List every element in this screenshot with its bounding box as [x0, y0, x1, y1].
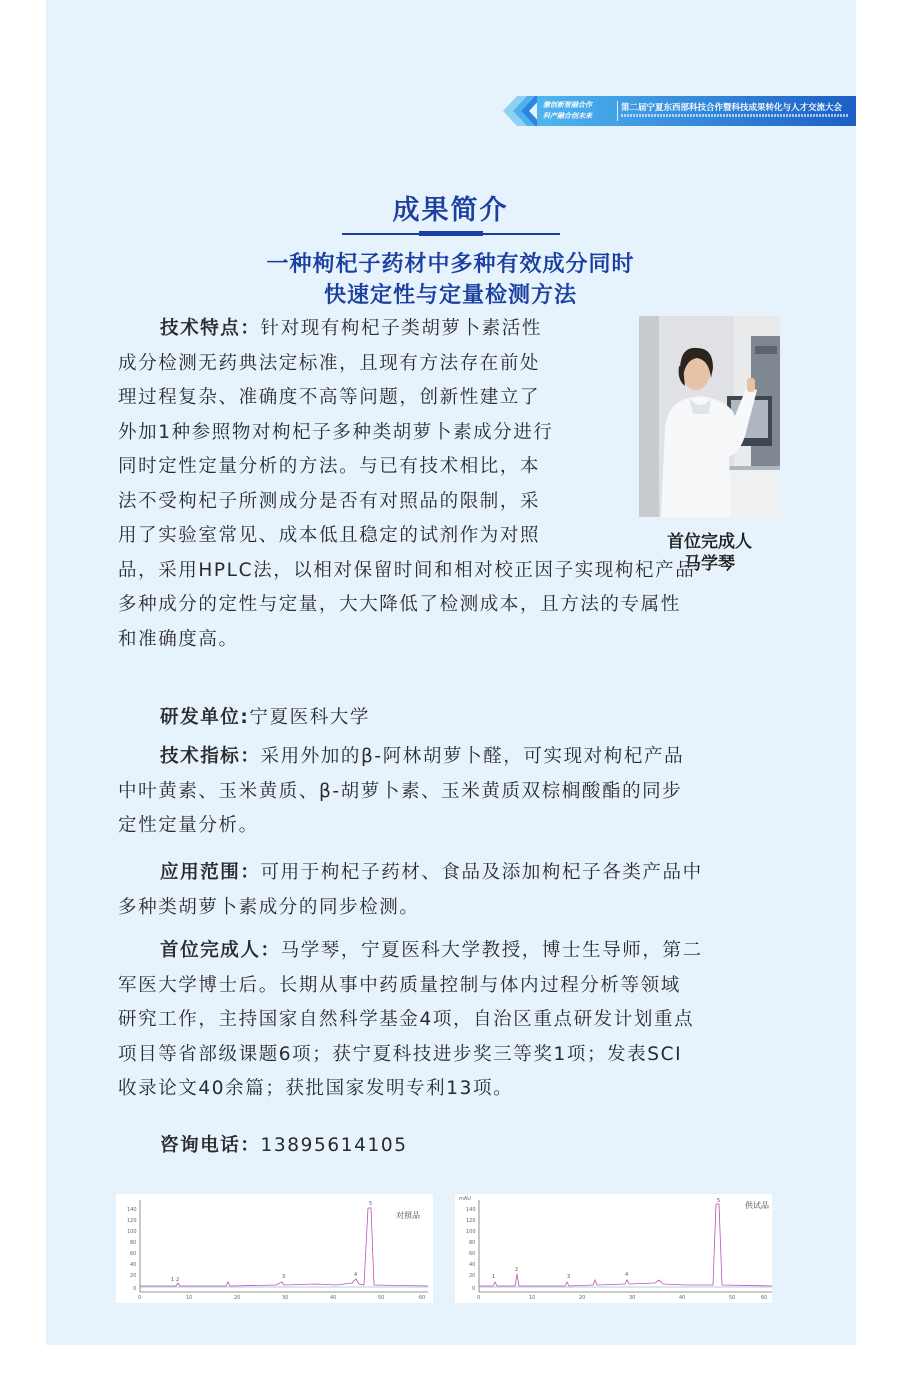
- conference-banner: [503, 96, 856, 126]
- x-tick-label: 60: [761, 1295, 768, 1301]
- person-line: 军医大学博士后。长期从事中药质量控制与体内过程分析等领域: [118, 974, 681, 996]
- scope-section: [118, 856, 703, 925]
- features-line: 法不受枸杞子所测成分是否有对照品的限制，采: [118, 490, 541, 512]
- y-tick-label: 120: [127, 1218, 137, 1224]
- scope-label: 应用范围：: [160, 862, 261, 883]
- person-section: [118, 934, 703, 1107]
- features-line: 和准确度高。: [118, 628, 239, 650]
- features-line: 理过程复杂、准确度不高等问题，创新性建立了: [118, 387, 541, 408]
- conference-name: 第二届宁夏东西部科技合作暨科技成果转化与人才交流大会: [621, 103, 843, 113]
- y-axis-unit: mAU: [459, 1196, 471, 1202]
- features-line: 品，采用HPLC法，以相对保留时间和相对校正因子实现枸杞产品: [118, 559, 696, 581]
- photo-caption-name: 马学琴: [684, 554, 735, 574]
- features-section: [118, 312, 695, 657]
- features-label: 技术特点：: [160, 318, 261, 339]
- x-tick-label: 0: [138, 1295, 142, 1301]
- x-tick-label: 50: [729, 1295, 736, 1301]
- x-tick-label: 0: [477, 1295, 481, 1301]
- section-title: 成果简介: [392, 195, 509, 226]
- contact-label: 咨询电话：: [160, 1135, 261, 1156]
- peak-label: 5: [717, 1198, 721, 1204]
- person-line: 项目等省部级课题6项；获宁夏科技进步奖三等奖1项；发表SCI: [118, 1043, 683, 1065]
- y-tick-label: 100: [466, 1229, 476, 1235]
- peak-label: 2: [176, 1277, 180, 1283]
- chromatogram-label: 对照品: [396, 1211, 420, 1220]
- x-tick-label: 40: [330, 1295, 337, 1301]
- y-tick-label: 0: [133, 1286, 137, 1292]
- banner-separator: [617, 101, 618, 121]
- x-tick-label: 60: [419, 1295, 426, 1301]
- y-tick-label: 80: [469, 1240, 476, 1246]
- x-tick-label: 20: [579, 1295, 586, 1301]
- features-line: 用了实验室常见、成本低且稳定的试剂作为对照: [118, 525, 541, 546]
- y-tick-label: 40: [469, 1262, 476, 1268]
- person-line: 马学琴，宁夏医科大学教授，博士生导师，第二: [280, 940, 703, 961]
- x-tick-label: 40: [679, 1295, 686, 1301]
- y-tick-label: 40: [130, 1262, 137, 1268]
- peak-label: 4: [625, 1272, 629, 1278]
- peak-label: 1: [171, 1277, 175, 1283]
- y-tick-label: 60: [130, 1251, 137, 1257]
- features-line: 同时定性定量分析的方法。与已有技术相比，本: [118, 456, 541, 477]
- scope-line: 可用于枸杞子药材、食品及添加枸杞子各类产品中: [260, 862, 703, 883]
- project-title-line1: 一种枸杞子药材中多种有效成分同时: [266, 252, 635, 277]
- photo-caption-role: 首位完成人: [667, 532, 752, 552]
- slogan-line: 科产融合创未来: [543, 111, 592, 120]
- y-tick-label: 140: [466, 1207, 476, 1213]
- indicators-line: 定性定量分析。: [118, 815, 259, 836]
- x-tick-label: 10: [186, 1295, 193, 1301]
- contact-section: [118, 1129, 408, 1164]
- x-tick-label: 20: [234, 1295, 241, 1301]
- chromatogram-label: 供试品: [745, 1201, 769, 1210]
- features-line: 成分检测无药典法定标准，且现有方法存在前处: [118, 352, 541, 374]
- y-tick-label: 60: [469, 1251, 476, 1257]
- features-line: 多种成分的定性与定量，大大降低了检测成本，且方法的专属性: [118, 594, 681, 615]
- person-label: 首位完成人：: [160, 940, 281, 961]
- y-tick-label: 0: [472, 1286, 476, 1292]
- features-line: 针对现有枸杞子类胡萝卜素活性: [260, 318, 542, 339]
- indicators-label: 技术指标：: [160, 746, 261, 767]
- indicators-section: [118, 740, 684, 844]
- y-tick-label: 20: [469, 1273, 476, 1279]
- peak-label: 3: [567, 1274, 571, 1280]
- banner-slogan: [543, 99, 613, 121]
- x-tick-label: 50: [378, 1295, 385, 1301]
- x-tick-label: 30: [282, 1295, 289, 1301]
- indicators-line: 中叶黄素、玉米黄质、β-胡萝卜素、玉米黄质双棕榈酸酯的同步: [118, 780, 683, 802]
- conference-subtitle: [621, 114, 849, 117]
- title-underline: [342, 233, 560, 235]
- slogan-line: 激创新智融合作: [543, 100, 592, 109]
- x-tick-label: 30: [629, 1295, 636, 1301]
- developer-section: [118, 701, 370, 736]
- peak-label: 4: [354, 1272, 358, 1278]
- peak-label: 5: [369, 1201, 373, 1207]
- project-title-line2: 快速定性与定量检测方法: [323, 283, 577, 308]
- developer-label: 研发单位:: [160, 707, 250, 728]
- person-line: 收录论文40余篇；获批国家发明专利13项。: [118, 1078, 514, 1099]
- x-tick-label: 10: [529, 1295, 536, 1301]
- peak-label: 1: [492, 1274, 496, 1280]
- y-tick-label: 100: [127, 1229, 137, 1235]
- chromatogram-reference: [116, 1194, 433, 1303]
- y-tick-label: 140: [127, 1207, 137, 1213]
- y-tick-label: 120: [466, 1218, 476, 1224]
- contact-phone: 13895614105: [260, 1135, 408, 1156]
- indicators-line: 采用外加的β-阿林胡萝卜醛，可实现对枸杞产品: [260, 746, 685, 767]
- peak-label: 2: [515, 1267, 519, 1273]
- person-line: 研究工作，主持国家自然科学基金4项，自治区重点研发计划重点: [118, 1009, 695, 1030]
- scope-line: 多种类胡萝卜素成分的同步检测。: [118, 896, 420, 918]
- y-tick-label: 80: [130, 1240, 137, 1246]
- peak-label: 3: [282, 1274, 286, 1280]
- features-line: 外加1种参照物对枸杞子多种类胡萝卜素成分进行: [118, 421, 554, 443]
- developer-value: 宁夏医科大学: [249, 707, 371, 728]
- chromatogram-sample: [455, 1194, 772, 1303]
- y-tick-label: 20: [130, 1273, 137, 1279]
